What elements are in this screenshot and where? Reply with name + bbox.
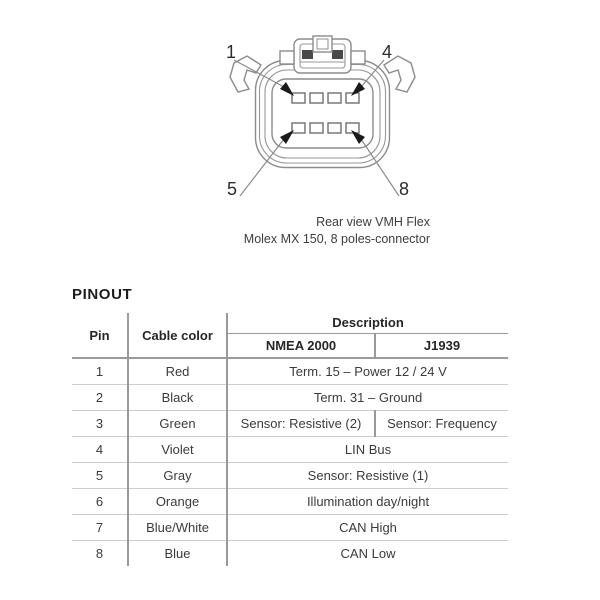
cell-description: LIN Bus — [227, 436, 508, 462]
cell-description: Term. 15 – Power 12 / 24 V — [289, 363, 447, 379]
cell-cable-color: Green — [128, 410, 227, 436]
latch-tab — [313, 36, 332, 52]
col-header-nmea2000: NMEA 2000 — [227, 333, 375, 358]
table-row — [72, 410, 508, 436]
pin-3 — [328, 93, 341, 103]
table-row — [72, 540, 508, 566]
cell-pin: 5 — [72, 462, 128, 488]
pin-5 — [292, 123, 305, 133]
table-row — [72, 462, 508, 488]
cell-pin: 6 — [72, 488, 128, 514]
table-row — [72, 384, 508, 410]
cell-description-nmea2000: Sensor: Resistive (2) — [227, 410, 375, 436]
cell-description: Illumination day/night — [227, 488, 508, 514]
cell-cable-color: Gray — [128, 462, 227, 488]
table-row — [72, 488, 508, 514]
cell-description: Term. 31 – Ground — [227, 384, 508, 410]
table-row — [72, 358, 508, 384]
caption-line-1: Rear view VMH Flex — [316, 215, 430, 229]
table-row — [72, 436, 508, 462]
cell-cable-color: Red — [128, 358, 227, 384]
pin-label-4: 4 — [381, 42, 393, 62]
leader-pin8 — [361, 139, 399, 196]
pinout-title: PINOUT — [72, 286, 133, 303]
cell-cable-color: Violet — [128, 436, 227, 462]
connector-diagram — [205, 28, 420, 210]
pin-6 — [310, 123, 323, 133]
arrow-pin1-icon — [280, 82, 294, 96]
pin-7 — [328, 123, 341, 133]
cell-pin: 7 — [72, 514, 128, 540]
cell-pin: 1 — [72, 358, 128, 384]
cell-description: CAN High — [227, 514, 508, 540]
cell-pin: 3 — [72, 410, 128, 436]
col-header-pin: Pin — [72, 313, 128, 358]
latch-shade-left — [302, 50, 313, 59]
connector-body-lip — [265, 70, 380, 158]
shoulder-left — [280, 51, 294, 64]
table-row — [72, 514, 508, 540]
col-header-j1939: J1939 — [375, 333, 508, 358]
cell-description: CAN Low — [227, 540, 508, 566]
cell-cable-color: Blue — [128, 540, 227, 566]
pin-label-8: 8 — [398, 179, 410, 199]
cell-description-j1939: Sensor: Frequency — [375, 410, 508, 436]
pin-label-5: 5 — [226, 179, 238, 199]
pinout-table — [72, 313, 508, 566]
cell-pin: 4 — [72, 436, 128, 462]
cell-description: Sensor: Resistive (1) — [227, 462, 508, 488]
shoulder-right — [351, 51, 365, 64]
pin-label-1: 1 — [225, 42, 237, 62]
cell-cable-color: Orange — [128, 488, 227, 514]
cell-pin: 8 — [72, 540, 128, 566]
col-header-cable-color: Cable color — [128, 313, 227, 358]
caption-line-2: Molex MX 150, 8 poles-connector — [243, 231, 430, 246]
cell-cable-color: Black — [128, 384, 227, 410]
pin-1 — [292, 93, 305, 103]
connector-caption — [244, 214, 430, 247]
latch-shade-right — [332, 50, 343, 59]
pin-2 — [310, 93, 323, 103]
cell-cable-color: Blue/White — [128, 514, 227, 540]
col-header-description: Description — [227, 313, 508, 333]
cell-pin: 2 — [72, 384, 128, 410]
